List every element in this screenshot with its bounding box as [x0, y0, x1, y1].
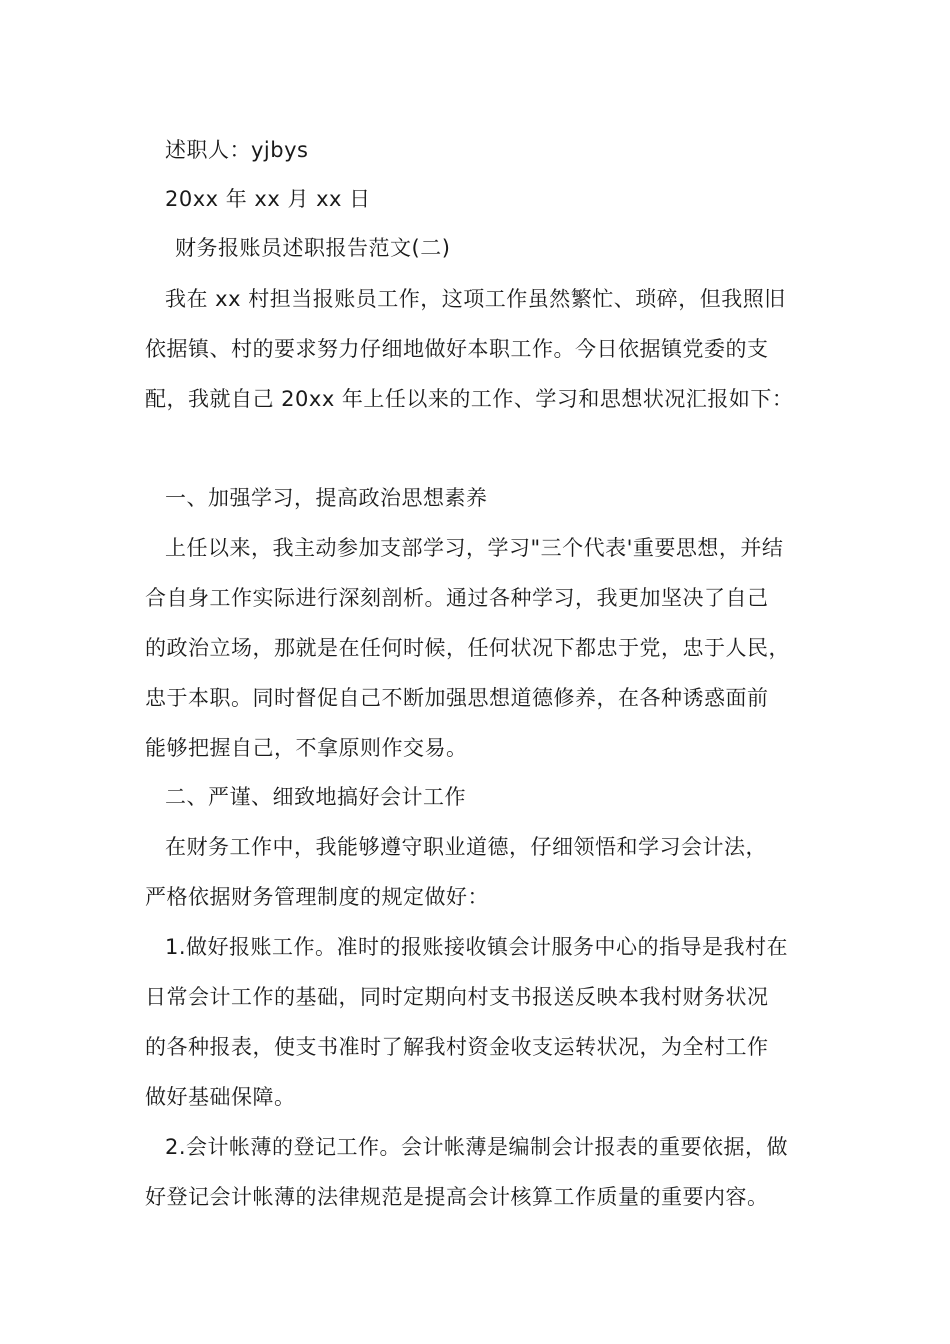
- section-2-line: 在财务工作中，我能够遵守职业道德，仔细领悟和学习会计法，: [165, 835, 767, 859]
- item-1-line: 日常会计工作的基础，同时定期向村支书报送反映本我村财务状况: [145, 985, 769, 1009]
- section-1-line: 合自身工作实际进行深刻剖析。通过各种学习，我更加坚决了自己: [145, 586, 769, 610]
- section-1-heading: 一、加强学习，提高政治思想素养: [165, 486, 488, 510]
- intro-line: 配，我就自己 20xx 年上任以来的工作、学习和思想状况汇报如下：: [145, 387, 794, 411]
- document-subtitle: 财务报账员述职报告范文(二): [175, 236, 451, 260]
- item-1-line: 的各种报表，使支书准时了解我村资金收支运转状况，为全村工作: [145, 1035, 769, 1059]
- section-1-line: 忠于本职。同时督促自己不断加强思想道德修养，在各种诱惑面前: [145, 686, 769, 710]
- section-1-line: 上任以来，我主动参加支部学习，学习"三个代表'重要思想，并结: [165, 536, 784, 560]
- intro-line: 依据镇、村的要求努力仔细地做好本职工作。今日依据镇党委的支: [145, 337, 769, 361]
- item-1-line: 做好基础保障。: [145, 1085, 296, 1109]
- item-2-line: 2.会计帐薄的登记工作。会计帐薄是编制会计报表的重要依据，做: [165, 1135, 789, 1159]
- author-line: 述职人：yjbys: [165, 138, 309, 162]
- section-1-line: 的政治立场，那就是在任何时候，任何状况下都忠于党，忠于人民，: [145, 636, 790, 660]
- item-1-line: 1.做好报账工作。准时的报账接收镇会计服务中心的指导是我村在: [165, 935, 789, 959]
- section-2-line: 严格依据财务管理制度的规定做好：: [145, 885, 489, 909]
- item-2-line: 好登记会计帐薄的法律规范是提高会计核算工作质量的重要内容。: [145, 1185, 769, 1209]
- section-2-heading: 二、严谨、细致地搞好会计工作: [165, 785, 466, 809]
- section-1-line: 能够把握自己，不拿原则作交易。: [145, 736, 468, 760]
- intro-line: 我在 xx 村担当报账员工作，这项工作虽然繁忙、琐碎，但我照旧: [165, 287, 786, 311]
- date-line: 20xx 年 xx 月 xx 日: [165, 187, 371, 211]
